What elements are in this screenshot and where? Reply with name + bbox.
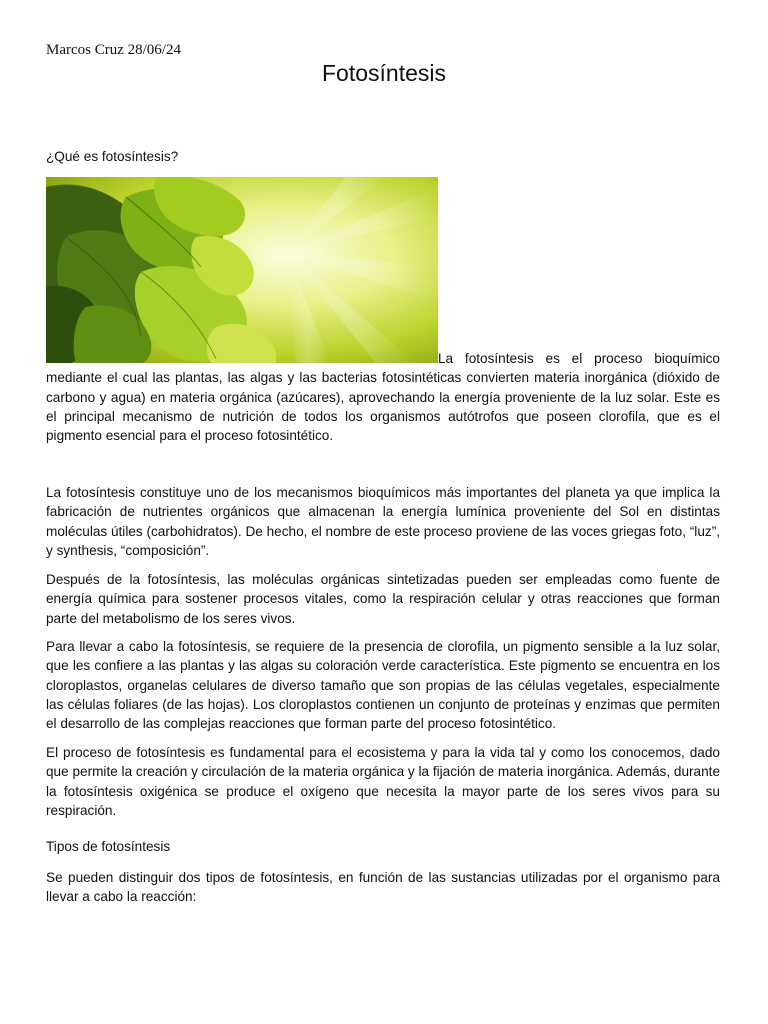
paragraph-2: La fotosíntesis constituye uno de los mecanismos bioquímicos más importantes del planeta ya que implica la fabricación de nutrientes orgánicos que almacenan la energía lumínica proveniente del Sol en distintas moléculas útiles (carbohidratos). De hecho, el nombre de este proceso proviene de las voces griegas foto, “luz”, y synthesis, “composición”. [46, 485, 720, 558]
leaves-photo-graphic [46, 177, 438, 363]
paragraph-5: El proceso de fotosíntesis es fundamental para el ecosistema y para la vida tal y como los conocemos, dado que permite la creación y circulación de la materia orgánica y la fijación de materia inorgánica. Además, durante la fotosíntesis oxigénica se produce el oxígeno que necesita la mayor parte de los seres vivos para su respiración. [46, 745, 721, 818]
types-heading: Tipos de fotosíntesis [46, 839, 171, 854]
types-paragraph: Se pueden distinguir dos tipos de fotosíntesis, en función de las sustancias utilizadas por el organismo para llevar a cabo la reacción: [46, 870, 720, 905]
question-heading: ¿Qué es fotosíntesis? [46, 149, 179, 164]
author-date: Marcos Cruz 28/06/24 [46, 42, 181, 58]
paragraph-4: Para llevar a cabo la fotosíntesis, se requiere de la presencia de clorofila, un pigmento sensible a la luz solar, que les confiere a las plantas y las algas su coloración verde característica. Este pigmento se encuentra en los cloroplastos, organelas celulares de diverso tamaño que son propias de las células vegetales, especialmente las células foliares (de las hojas). Los cloroplastos contienen un conjunto de proteínas y enzimas que permiten el desarrollo de las complejas reacciones que forman parte del proceso fotosintético. [46, 639, 720, 732]
leaves-sunlight-photo [46, 177, 438, 363]
page-title: Fotosíntesis [322, 60, 446, 86]
paragraph-3: Después de la fotosíntesis, las moléculas orgánicas sintetizadas pueden ser empleadas como fuente de energía química para sostener procesos vitales, como la respiración celular y otras reacciones que forman parte del metabolismo de los seres vivos. [46, 572, 720, 626]
intro-paragraph: La fotosíntesis es el proceso bioquímico mediante el cual las plantas, las algas y las bacterias fotosintéticas convierten materia inorgánica (dióxido de carbono y agua) en materia orgánica (azúcares), aprovechando la energía proveniente de la luz solar. Este es el principal mecanismo de nutrición de todos los organismos autótrofos que poseen clorofila, que es el pigmento esencial para el proceso fotosintético. [46, 351, 720, 444]
intro-block [46, 177, 720, 445]
